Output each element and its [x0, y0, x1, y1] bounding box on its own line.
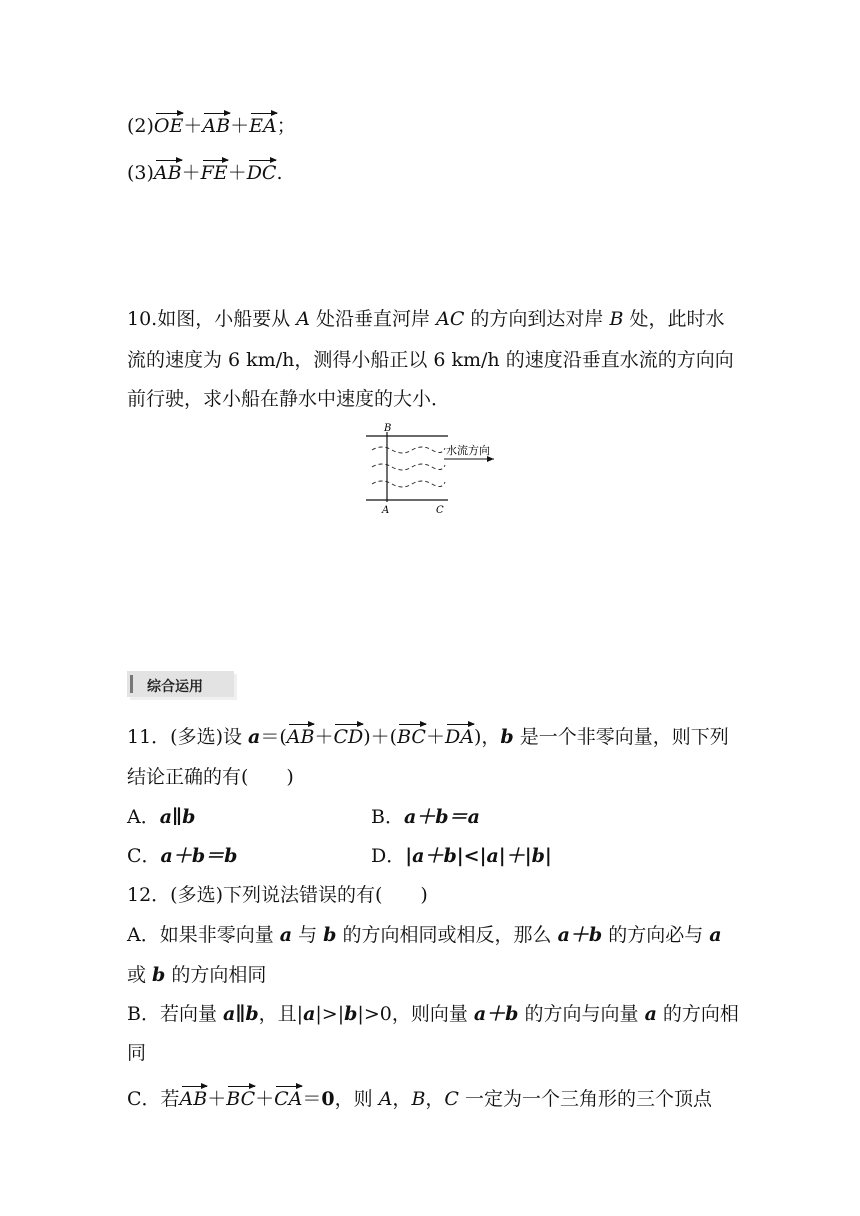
q10-line1	[127, 310, 724, 329]
point-B: B	[411, 1088, 426, 1110]
vector-DA: DA	[444, 726, 474, 748]
punctuation: ；	[276, 115, 296, 137]
text: 的方向相同	[165, 964, 267, 986]
text: ，且|	[258, 1003, 304, 1025]
vector-CA: CA	[274, 1088, 303, 1110]
text: 与	[292, 924, 324, 946]
text: C．若	[127, 1088, 180, 1110]
sum-a-plus-b: a＋b	[473, 1003, 519, 1025]
text: A．如果非零向量	[127, 924, 280, 946]
q12-option-b-line1	[127, 1005, 739, 1024]
q10-line2: 流的速度为 6 km/h，测得小船正以 6 km/h 的速度沿垂直水流的方向向	[127, 349, 734, 371]
option-label: D．	[371, 845, 406, 867]
vector-a: a	[279, 924, 293, 946]
vector-BC: BC	[226, 1088, 256, 1110]
q11-option-b	[371, 808, 480, 827]
option-text: a∥b	[159, 806, 196, 828]
section-badge	[127, 671, 234, 697]
vector-DC: DC	[246, 162, 277, 184]
vector-AB: AB	[179, 1088, 208, 1110]
vector-CD: CD	[333, 726, 364, 748]
part-number: (3)	[127, 162, 154, 184]
label-C: C	[436, 505, 444, 515]
text: ，则	[334, 1088, 379, 1110]
option-label: B．	[371, 806, 404, 828]
wave-2	[372, 464, 445, 470]
text: 一定为一个三角形的三个顶点	[458, 1088, 713, 1110]
q12-option-a-line2	[127, 966, 266, 985]
river-figure	[360, 420, 510, 515]
option-text: a＋b＝b	[160, 845, 238, 867]
vector-b: b	[344, 1003, 358, 1025]
text: )＋(	[363, 726, 398, 748]
text: 或	[127, 964, 153, 986]
q10-line3: 前行驶，求小船在静水中速度的大小．	[127, 388, 451, 410]
wave-1	[372, 447, 445, 453]
label-B: B	[384, 423, 392, 434]
badge-bar	[130, 675, 133, 693]
q11-option-d	[371, 847, 552, 866]
option-label: C．	[127, 845, 161, 867]
vector-OE: OE	[153, 115, 184, 137]
vector-a: a	[644, 1003, 657, 1025]
text: 处，此时水	[623, 308, 725, 330]
text: 处沿垂直河岸	[310, 308, 437, 330]
text: ，	[425, 1088, 445, 1110]
q9-part3: (3)AB＋FE＋DC.	[127, 162, 283, 184]
text: B．若向量	[127, 1003, 224, 1025]
vector-b: b	[152, 964, 166, 986]
text: |>0，则向量	[357, 1003, 474, 1025]
vector-a: a	[303, 1003, 316, 1025]
vector-AB: AB	[153, 162, 182, 184]
text: 的方向相	[656, 1003, 739, 1025]
option-text: a＋b＝a	[403, 806, 480, 828]
text: 是一个非零向量，则下列	[513, 726, 729, 748]
q12-option-a-line1	[127, 926, 722, 945]
label-A: A	[382, 505, 390, 515]
text: ＝(	[260, 726, 287, 748]
vector-AB: AB	[286, 726, 315, 748]
text: 11．(多选)设	[127, 726, 249, 748]
q11-option-c	[127, 847, 237, 866]
vector-FE: FE	[200, 162, 228, 184]
sum-a-plus-b: a＋b	[557, 924, 603, 946]
text: 的方向必与	[602, 924, 710, 946]
vector-BC: BC	[397, 726, 426, 748]
text: 的方向相同或相反，那么	[336, 924, 558, 946]
vector-a: a	[248, 726, 261, 748]
vector-b: b	[323, 924, 337, 946]
wave-3	[372, 481, 445, 487]
q12-option-c: C．若AB＋BC＋CA＝0，则 A，B，C 一定为一个三角形的三个顶点	[127, 1088, 713, 1110]
a-parallel-b: a∥b	[223, 1003, 259, 1025]
text: )，	[473, 726, 501, 748]
text: 的方向到达对岸	[464, 308, 610, 330]
option-label: A．	[127, 806, 160, 828]
text: 的方向与向量	[518, 1003, 645, 1025]
vector-a: a	[709, 924, 722, 946]
text: |>|	[315, 1003, 345, 1025]
section-title: 综合运用	[147, 679, 203, 695]
q12-stem: 12．(多选)下列说法错误的有( )	[127, 884, 428, 906]
q11-stem: 11．(多选)设 a＝(AB＋CD)＋(BC＋DA)，b 是一个非零向量，则下列	[127, 726, 729, 748]
zero-vector: 0	[321, 1088, 335, 1110]
option-text: |a＋b|<|a|＋|b|	[405, 845, 552, 867]
q12-option-b-line2: 同	[127, 1042, 147, 1064]
segment-AC: AC	[436, 308, 465, 330]
flow-label: 水流方向	[446, 444, 490, 457]
punctuation: .	[276, 162, 283, 184]
text: ＝	[302, 1088, 322, 1110]
vector-b: b	[500, 726, 514, 748]
point-A: A	[296, 308, 310, 330]
text: 10.如图，小船要从	[127, 308, 297, 330]
vector-AB: AB	[202, 115, 231, 137]
text: ，	[392, 1088, 412, 1110]
point-A: A	[378, 1088, 393, 1110]
point-B: B	[609, 308, 624, 330]
vector-EA: EA	[249, 115, 277, 137]
q11-option-a	[127, 808, 195, 827]
q11-line2: 结论正确的有( )	[127, 766, 294, 788]
q9-part2: (2)OE＋AB＋EA；	[127, 115, 296, 137]
part-number: (2)	[127, 115, 154, 137]
point-C: C	[444, 1088, 459, 1110]
